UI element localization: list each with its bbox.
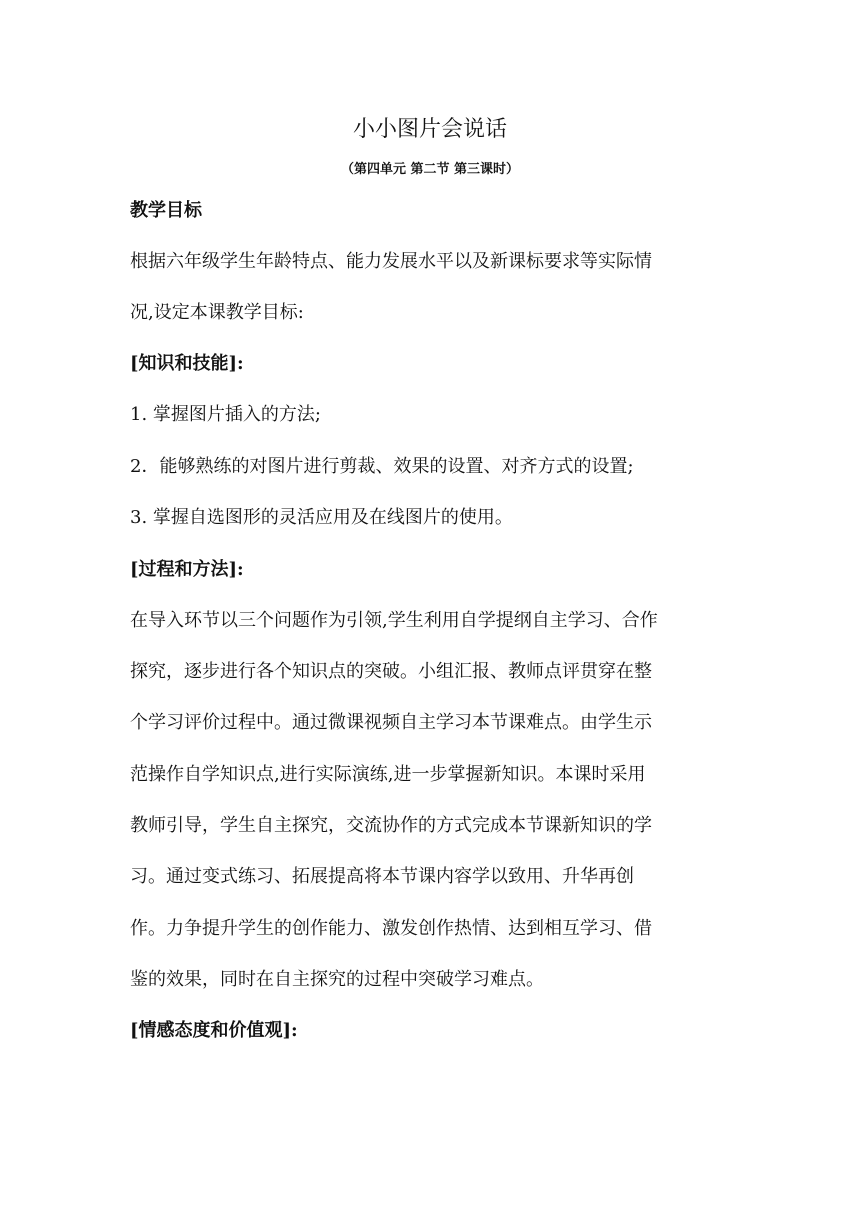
list-item: 1. 掌握图片插入的方法; (130, 404, 321, 425)
document-subtitle: （第四单元 第二节 第三课时） (340, 162, 520, 177)
paragraph-line: 况,设定本课教学目标: (130, 302, 304, 323)
paragraph-line: 根据六年级学生年龄特点、能力发展水平以及新课标要求等实际情 (130, 251, 652, 272)
paragraph-line: 作。力争提升学生的创作能力、激发创作热情、达到相互学习、借 (130, 918, 652, 939)
paragraph-line: 鉴的效果，同时在自主探究的过程中突破学习难点。 (130, 969, 544, 990)
list-item: 3. 掌握自选图形的灵活应用及在线图片的使用。 (130, 507, 513, 528)
paragraph-line: 教师引导，学生自主探究，交流协作的方式完成本节课新知识的学 (130, 815, 652, 836)
paragraph-line: 探究，逐步进行各个知识点的突破。小组汇报、教师点评贯穿在整 (130, 661, 652, 682)
heading-teaching-goals: 教学目标 (130, 200, 202, 221)
paragraph-line: 习。通过变式练习、拓展提高将本节课内容学以致用、升华再创 (130, 866, 634, 887)
list-item: 2．能够熟练的对图片进行剪裁、效果的设置、对齐方式的设置; (130, 456, 634, 477)
paragraph-line: 个学习评价过程中。通过微课视频自主学习本节课难点。由学生示 (130, 712, 652, 733)
heading-knowledge-skills: [知识和技能]: (130, 353, 244, 374)
paragraph-line: 在导入环节以三个问题作为引领,学生利用自学提纲自主学习、合作 (130, 610, 658, 631)
paragraph-line: 范操作自学知识点,进行实际演练,进一步掌握新知识。本课时采用 (130, 764, 646, 785)
heading-process-methods: [过程和方法]: (130, 559, 244, 580)
heading-emotion-values: [情感态度和价值观]: (130, 1020, 298, 1041)
document-title: 小小图片会说话 (352, 117, 507, 142)
